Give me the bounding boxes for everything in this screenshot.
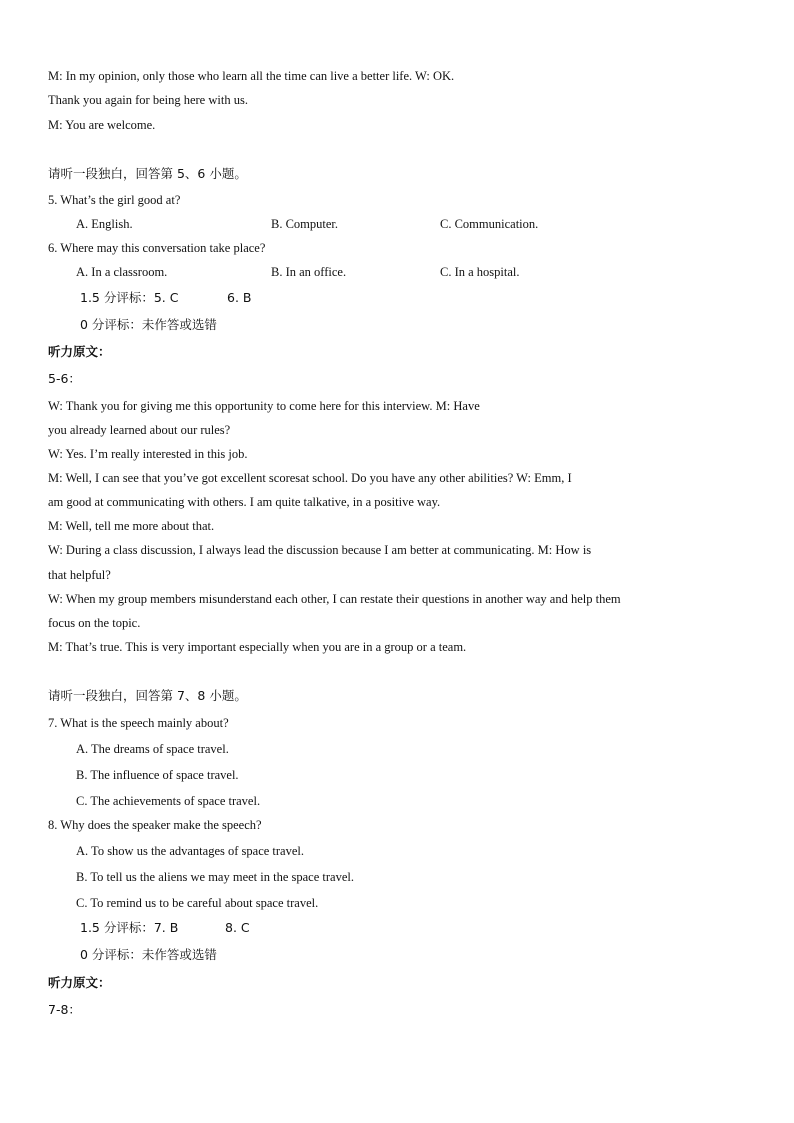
transcript-heading: 听力原文： [48,344,111,359]
option-5a: A. English. [76,217,133,231]
transcript-line: M: That’s true. This is very important especially when you are in a group or a team. [48,640,467,654]
question-6: 6. Where may this conversation take place? [48,241,266,255]
transcript-line: W: Yes. I’m really interested in this job. [48,447,248,461]
score-zero: 0 分评标：未作答或选错 [80,317,217,332]
question-7: 7. What is the speech mainly about? [48,716,229,730]
dialogue-line: M: In my opinion, only those who learn all the time can live a better life. W: OK. [48,69,455,83]
question-8: 8. Why does the speaker make the speech? [48,818,262,832]
option-7c: C. The achievements of space travel. [76,794,261,808]
score-full: 1.5 分评标：5. C [80,290,179,305]
transcript-label: 5-6： [48,371,81,386]
option-6b: B. In an office. [271,265,347,279]
option-5c: C. Communication. [440,217,539,231]
transcript-line: you already learned about our rules? [48,423,231,437]
transcript-line: W: During a class discussion, I always lead the discussion because I am better at communicating. M: How is [48,543,592,557]
transcript-line: that helpful? [48,568,111,582]
question-5: 5. What’s the girl good at? [48,193,181,207]
score-full-answer: 8. C [225,920,250,935]
section-instruction: 请听一段独白，回答第 7、8 小题。 [48,688,247,703]
option-8a: A. To show us the advantages of space travel. [76,844,304,858]
transcript-line: W: When my group members misunderstand each other, I can restate their questions in another way and help them [48,592,621,606]
score-zero: 0 分评标：未作答或选错 [80,947,217,962]
section-instruction: 请听一段独白，回答第 5、6 小题。 [48,166,247,181]
transcript-line: focus on the topic. [48,616,141,630]
score-full: 1.5 分评标：7. B [80,920,179,935]
transcript-line: M: Well, I can see that you’ve got excellent scoresat school. Do you have any other abilities? W: Emm, I [48,471,572,485]
dialogue-line: M: You are welcome. [48,118,156,132]
option-8b: B. To tell us the aliens we may meet in the space travel. [76,870,354,884]
transcript-label: 7-8： [48,1002,81,1017]
score-full-answer: 6. B [227,290,252,305]
option-6c: C. In a hospital. [440,265,520,279]
option-7a: A. The dreams of space travel. [76,742,229,756]
transcript-heading: 听力原文： [48,975,111,990]
transcript-line: M: Well, tell me more about that. [48,519,215,533]
option-5b: B. Computer. [271,217,339,231]
dialogue-line: Thank you again for being here with us. [48,93,248,107]
transcript-line: W: Thank you for giving me this opportunity to come here for this interview. M: Have [48,399,480,413]
option-7b: B. The influence of space travel. [76,768,239,782]
option-8c: C. To remind us to be careful about space travel. [76,896,319,910]
option-6a: A. In a classroom. [76,265,168,279]
transcript-line: am good at communicating with others. I am quite talkative, in a positive way. [48,495,441,509]
